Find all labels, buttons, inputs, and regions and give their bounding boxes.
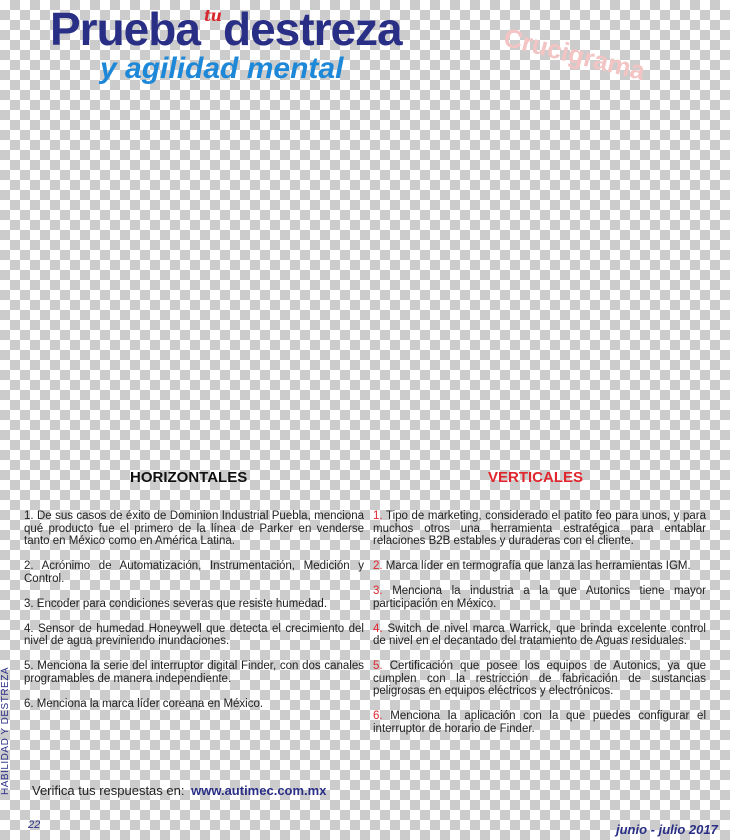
clue-text: Menciona la industria a la que Autonics tiene mayor participación en México. [373,585,706,610]
horizontales-heading: HORIZONTALES [130,469,248,486]
issue-date: junio - julio 2017 [616,822,718,837]
verticales-heading: VERTICALES [488,469,584,486]
clue-text: Sensor de humedad Honeywell que detecta el crecimiento del nivel de agua previniendo inundaciones. [24,622,364,647]
vertical-clue-6 [373,710,706,735]
clue-text: Menciona la serie del interruptor digital Finder, con dos canales programables de manera independiente. [24,660,364,685]
page-number: 22 [28,819,41,831]
vertical-clue-2 [373,560,706,573]
horizontales-clue-list [24,510,364,723]
horizontal-clue-4 [24,623,364,648]
verify-answers-line [32,783,326,798]
vertical-clue-5 [373,660,706,698]
vertical-clue-1 [373,510,706,548]
clue-text: Certificación que posee los equipos de Autonics, ya que cumplen con la restricción de fabricación de sustancias peligrosas en equipos eléctricos y electrónicos. [373,660,706,697]
clue-number: 4. [24,622,34,635]
clue-text: Tipo de marketing, considerado el patito feo para unos, y para muchos otros una herramienta estratégica para entablar relaciones B2B estables y duraderas con el cliente. [373,510,706,547]
clue-number: 1. [373,510,383,522]
side-section-label: HABILIDAD Y DESTREZA [0,667,11,795]
clue-text: De sus casos de éxito de Dominion Industrial Puebla, menciona qué producto fue el primero de la línea de Parker en venderse tanto en México como en América Latina. [24,510,365,547]
clue-number: 5. [373,660,383,672]
clue-number: 6. [24,697,34,710]
clue-number: 3. [373,585,383,597]
horizontal-clue-1 [24,510,364,548]
horizontal-clue-6 [24,698,364,711]
clue-number: 2. [373,560,383,572]
vertical-clue-3 [373,585,706,610]
clue-text: Marca líder en termografía que lanza las herramientas IGM. [385,560,691,572]
clue-number: 6. [373,710,383,722]
page-subtitle: y agilidad mental [100,52,344,85]
title-prueba: Prueba [50,3,200,55]
clue-number: 4. [373,622,383,635]
clue-text: Acrónimo de Automatización, Instrumentación, Medición y Control. [24,560,364,585]
title-destreza: destreza [222,3,402,55]
horizontal-clue-5 [24,660,364,685]
clue-number: 2. [24,560,34,572]
answers-url-link[interactable]: www.autimec.com.mx [191,783,327,798]
clue-text: Menciona la aplicación con la que puedes configurar el interruptor de horario de Finder. [373,710,707,735]
section-tag-crucigrama: Crucigrama [500,22,649,87]
horizontal-clue-3 [24,598,364,611]
verticales-clue-list [373,510,706,748]
clue-text: Switch de nivel marca Warrick, que brinda excelente control de nivel en el decantado del tratamiento de Aguas residuales. [373,622,706,647]
clue-text: Menciona la marca líder coreana en México. [36,697,264,710]
clue-number: 5. [24,660,34,672]
title-tu: tu [203,6,221,25]
verify-label: Verifica tus respuestas en: [32,783,185,798]
clue-number: 3. [24,597,34,610]
clue-text: Encoder para condiciones severas que resiste humedad. [36,597,328,610]
vertical-clue-4 [373,623,706,648]
horizontal-clue-2 [24,560,364,585]
clue-number: 1. [24,510,34,522]
